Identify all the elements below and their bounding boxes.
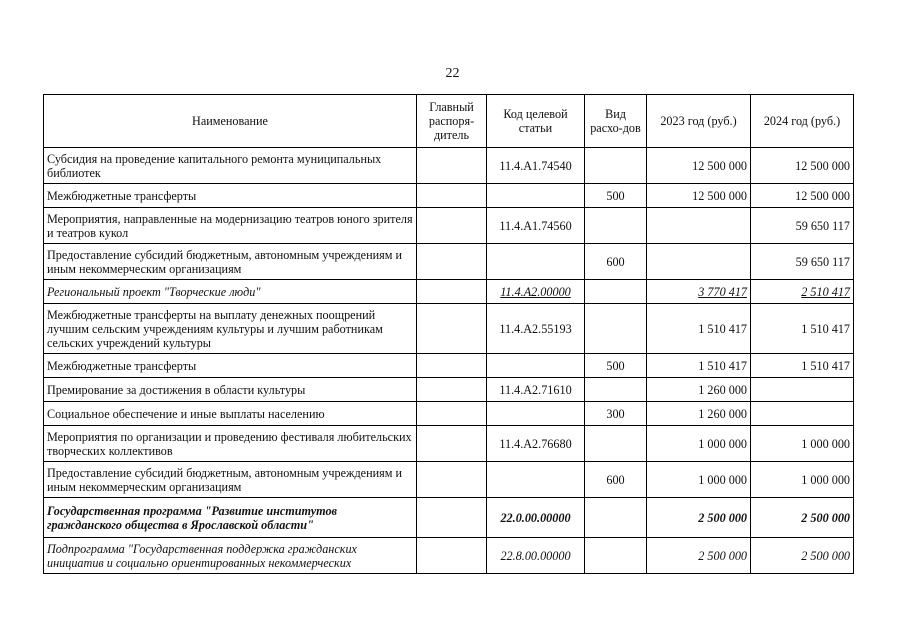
cell-kind [585, 280, 647, 304]
cell-2024: 1 510 417 [751, 304, 854, 354]
cell-2023: 1 000 000 [647, 462, 751, 498]
cell-name: Субсидия на проведение капитального ремонта муниципальных библиотек [44, 148, 417, 184]
header-2024: 2024 год (руб.) [751, 95, 854, 148]
cell-2024: 2 500 000 [751, 498, 854, 538]
header-admin: Главный распоря-дитель [417, 95, 487, 148]
cell-2024: 1 000 000 [751, 426, 854, 462]
cell-kind [585, 498, 647, 538]
cell-code: 11.4.A2.76680 [487, 426, 585, 462]
header-row [44, 95, 854, 148]
table-row [44, 304, 854, 354]
cell-kind [585, 304, 647, 354]
cell-code: 22.8.00.00000 [487, 538, 585, 574]
header-kind: Вид расхо-дов [585, 95, 647, 148]
cell-2024 [751, 378, 854, 402]
cell-code: 11.4.A1.74540 [487, 148, 585, 184]
cell-name: Межбюджетные трансферты [44, 184, 417, 208]
cell-kind [585, 426, 647, 462]
cell-name: Мероприятия по организации и проведению фестиваля любительских творческих коллективов [44, 426, 417, 462]
cell-2024: 59 650 117 [751, 244, 854, 280]
cell-kind: 600 [585, 462, 647, 498]
cell-2024: 59 650 117 [751, 208, 854, 244]
header-code: Код целевой статьи [487, 95, 585, 148]
cell-name: Межбюджетные трансферты на выплату денежных поощрений лучшим сельским учреждениям культуры и лучшим работникам сельских учреждений культуры [44, 304, 417, 354]
table-row [44, 426, 854, 462]
cell-2023: 1 260 000 [647, 402, 751, 426]
budget-table [43, 94, 854, 574]
table-row [44, 244, 854, 280]
cell-kind [585, 378, 647, 402]
cell-kind: 600 [585, 244, 647, 280]
table-row [44, 462, 854, 498]
cell-2023: 1 510 417 [647, 304, 751, 354]
cell-name: Предоставление субсидий бюджетным, автономным учреждениям и иным некоммерческим организациям [44, 244, 417, 280]
cell-code [487, 462, 585, 498]
cell-2023: 1 000 000 [647, 426, 751, 462]
cell-admin [417, 148, 487, 184]
cell-kind [585, 538, 647, 574]
cell-2023: 1 260 000 [647, 378, 751, 402]
cell-2023: 12 500 000 [647, 184, 751, 208]
table-row-subprogram [44, 538, 854, 574]
cell-name: Межбюджетные трансферты [44, 354, 417, 378]
cell-kind [585, 208, 647, 244]
cell-kind: 500 [585, 184, 647, 208]
cell-2023 [647, 244, 751, 280]
cell-name: Государственная программа "Развитие институтов гражданского общества в Ярославской области" [44, 498, 417, 538]
cell-admin [417, 538, 487, 574]
cell-code [487, 402, 585, 426]
header-2023: 2023 год (руб.) [647, 95, 751, 148]
cell-2023: 1 510 417 [647, 354, 751, 378]
cell-kind: 300 [585, 402, 647, 426]
cell-code: 11.4.A1.74560 [487, 208, 585, 244]
table-row [44, 184, 854, 208]
cell-name: Предоставление субсидий бюджетным, автономным учреждениям и иным некоммерческим организациям [44, 462, 417, 498]
cell-admin [417, 402, 487, 426]
cell-kind [585, 148, 647, 184]
cell-2023: 2 500 000 [647, 538, 751, 574]
cell-kind: 500 [585, 354, 647, 378]
cell-2024: 2 500 000 [751, 538, 854, 574]
cell-code: 22.0.00.00000 [487, 498, 585, 538]
cell-code [487, 280, 585, 304]
header-name: Наименование [44, 95, 417, 148]
page-number: 22 [445, 66, 460, 81]
table-row-program [44, 498, 854, 538]
cell-2023 [647, 208, 751, 244]
cell-admin [417, 280, 487, 304]
table-row [44, 354, 854, 378]
cell-name: Социальное обеспечение и иные выплаты населению [44, 402, 417, 426]
cell-2024: 1 510 417 [751, 354, 854, 378]
cell-2023 [647, 280, 751, 304]
cell-admin [417, 498, 487, 538]
cell-admin [417, 304, 487, 354]
cell-2023: 2 500 000 [647, 498, 751, 538]
table-row [44, 402, 854, 426]
cell-admin [417, 244, 487, 280]
table-row [44, 378, 854, 402]
cell-code [487, 244, 585, 280]
cell-2024: 1 000 000 [751, 462, 854, 498]
cell-2024 [751, 402, 854, 426]
cell-admin [417, 208, 487, 244]
cell-code-text: 11.4.A2.00000 [500, 284, 571, 299]
cell-name: Подпрограмма "Государственная поддержка гражданских инициатив и социально ориентированных некоммерческих [44, 538, 417, 574]
table-row [44, 208, 854, 244]
cell-code: 11.4.A2.55193 [487, 304, 585, 354]
table-row [44, 148, 854, 184]
cell-admin [417, 184, 487, 208]
cell-name: Премирование за достижения в области культуры [44, 378, 417, 402]
cell-2023-text: 3 770 417 [698, 284, 747, 299]
cell-2024: 12 500 000 [751, 184, 854, 208]
table-row-project [44, 280, 854, 304]
cell-2024: 12 500 000 [751, 148, 854, 184]
cell-name: Региональный проект "Творческие люди" [44, 280, 417, 304]
cell-2023: 12 500 000 [647, 148, 751, 184]
cell-admin [417, 462, 487, 498]
cell-admin [417, 378, 487, 402]
cell-admin [417, 426, 487, 462]
cell-admin [417, 354, 487, 378]
cell-code [487, 184, 585, 208]
cell-code [487, 354, 585, 378]
cell-2024-text: 2 510 417 [801, 284, 850, 299]
cell-2024 [751, 280, 854, 304]
cell-name: Мероприятия, направленные на модернизацию театров юного зрителя и театров кукол [44, 208, 417, 244]
cell-code: 11.4.A2.71610 [487, 378, 585, 402]
